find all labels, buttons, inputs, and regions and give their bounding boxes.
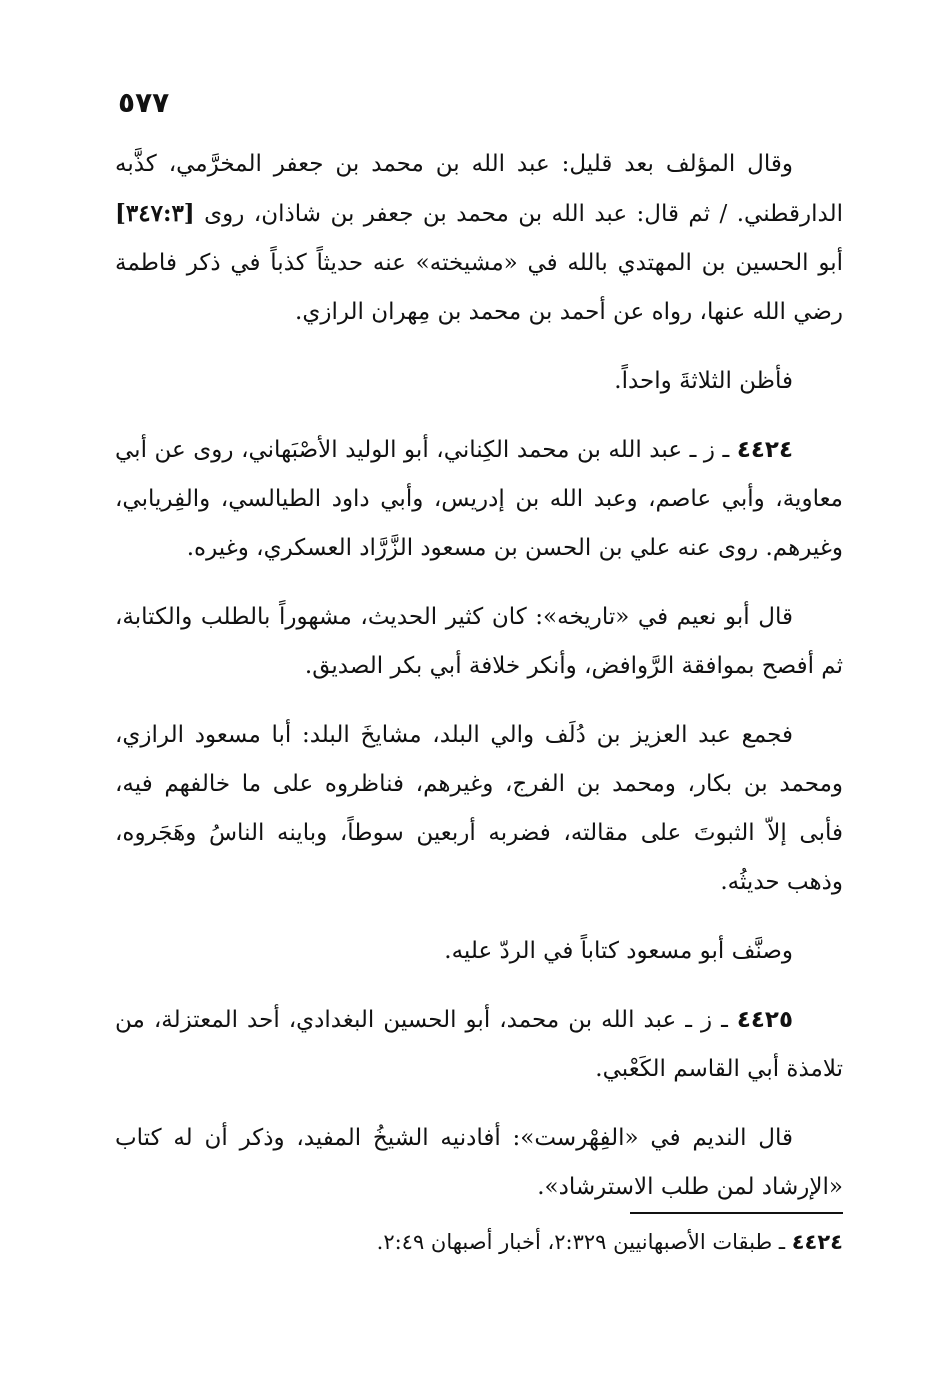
paragraph-1 — [115, 140, 843, 337]
footnote-divider — [630, 1212, 843, 1214]
entry-text: ـ ز ـ عبد الله بن محمد الكِناني، أبو الوليد الأصْبَهاني، روى عن أبي معاوية، وأبي عاصم، وعبد الله بن إدريس، وأبي داود الطيالسي، والفِريابي، وغيرهم. روى عنه علي بن الحسن بن مسعود الزَّرَّاد العسكري، وغيره. — [115, 437, 843, 561]
paragraph-6: وصنَّف أبو مسعود كتاباً في الردّ عليه. — [444, 938, 793, 964]
paragraph-5: فجمع عبد العزيز بن دُلَف والي البلد، مشايخَ البلد: أبا مسعود الرازي، ومحمد بن بكار، ومحمد بن الفرج، وغيرهم، فناظروه على ما خالفهم فيه، فأبى إلاّ الثبوتَ على مقالته، فضربه أربعين سوطاً، وباينه الناسُ وهَجَروه، وذهب حديثُه. — [115, 722, 843, 895]
page-number: ٥٧٧ — [118, 86, 170, 119]
entry-number: ٤٤٢٥ — [736, 1007, 793, 1033]
paragraph-4: قال أبو نعيم في «تاريخه»: كان كثير الحديث، مشهوراً بالطلب والكتابة، ثم أفصح بموافقة الرَّوافض، وأنكر خلافة أبي بكر الصديق. — [115, 604, 843, 679]
entry-4424 — [115, 426, 843, 573]
footnote — [115, 1222, 843, 1262]
paragraph-8: قال النديم في «الفِهْرست»: أفادنيه الشيخُ المفيد، وذكر أن له كتاب «الإرشاد لمن طلب الاسترشاد». — [115, 1125, 843, 1200]
body-text — [115, 140, 843, 1232]
paragraph-1-text-a: وقال المؤلف بعد قليل: عبد الله بن محمد بن جعفر المخرَّمي، كذَّبه الدارقطني. / ثم قال: عبد الله بن محمد بن جعفر بن شاذان، روى — [115, 151, 843, 227]
entry-text: ـ ز ـ عبد الله بن محمد، أبو الحسين البغدادي، أحد المعتزلة، من تلامذة أبي القاسم الكَعْبي. — [115, 1007, 843, 1082]
entry-number: ٤٤٢٤ — [736, 437, 793, 463]
page-reference: [٣٤٧:٣] — [115, 200, 195, 227]
footnote-text: ـ طبقات الأصبهانيين ٢:٣٢٩، أخبار أصبهان ٢:٤٩. — [376, 1230, 792, 1254]
footnote-entry-number: ٤٤٢٤ — [791, 1230, 843, 1254]
entry-4425 — [115, 996, 843, 1094]
paragraph-1-text-b: أبو الحسين بن المهتدي بالله في «مشيخته» عنه حديثاً كذباً في ذكر فاطمة رضي الله عنها، رواه عن أحمد بن محمد بن مِهران الرازي. — [115, 250, 843, 325]
paragraph-2: فأظن الثلاثةَ واحداً. — [614, 368, 793, 394]
